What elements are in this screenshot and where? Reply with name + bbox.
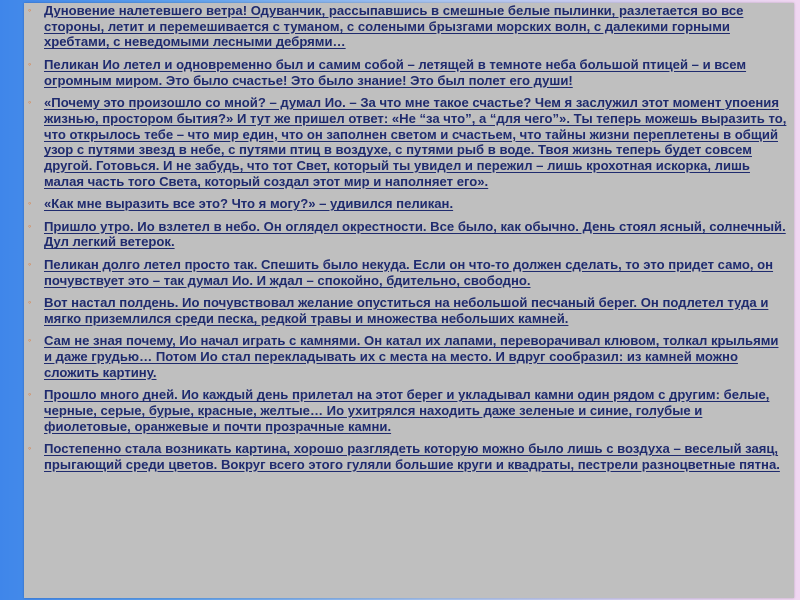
paragraph-3: ◦ «Почему это произошло со мной? – думал Ио. – За что мне такое счастье? Чем я заслужил этот момент упоения жизнью, простором бытия?» И тут же пришел ответ: «Не “за что”, а “для чего”». Ты теперь можешь выразить то, что открылось тебе – что мир един, что он заполнен светом и счастьем, что тайны жизни переплетены в общий узор с путями звезд в небе, с путями птиц в воздухе, с путями рыб в воде. Твоя жизнь теперь будет совсем другой. Готовься. И не забудь, что тот Свет, который ты увидел и пережил – лишь крохотная искорка, лишь малая часть того Света, который создал этот мир и наполняет его». [28, 95, 787, 189]
paragraph-6: ◦ Пеликан долго летел просто так. Спешить было некуда. Если он что-то должен сделать, то это придет само, он почувствует это – так думал Ио. И ждал – спокойно, бдительно, свободно. [28, 256, 774, 288]
bullet-icon: ◦ [28, 335, 32, 346]
paragraph-8: ◦ Сам не зная почему, Ио начал играть с камнями. Он катал их лапами, переворачивал клювом, толкал крыльями и даже грудью… Потом Ио стал перекладывать их с места на место. И вдруг сообразил: из камней можно сложить картину. [28, 333, 779, 380]
paragraph-5: ◦ Пришло утро. Ио взлетел в небо. Он оглядел окрестности. Все было, как обычно. День стоял ясный, солнечный. Дул легкий ветерок. [28, 218, 786, 250]
bullet-icon: ◦ [28, 198, 32, 209]
bullet-icon: ◦ [28, 389, 32, 400]
bullet-icon: ◦ [28, 5, 32, 15]
bullet-icon: ◦ [28, 58, 32, 69]
bullet-icon: ◦ [28, 97, 32, 108]
paragraph-10: ◦ Постепенно стала возникать картина, хорошо разглядеть которую можно было лишь с воздуха – веселый заяц, прыгающий среди цветов. Вокруг всего этого гуляли большие круги и квадраты, пестрели разноцветные пятна. [28, 441, 780, 472]
paragraph-9: ◦ Прошло много дней. Ио каждый день прилетал на этот берег и укладывал камни один рядом с другим: белые, черные, серые, бурые, красные, желтые… Ио ухитрялся находить даже зеленые и синие, голубые и фиолетовые, оранжевые и почти прозрачные камни. [28, 387, 770, 434]
story-text [28, 3, 790, 479]
bullet-icon: ◦ [28, 443, 32, 454]
bullet-icon: ◦ [28, 258, 32, 269]
paragraph-2: ◦ Пеликан Ио летел и одновременно был и самим собой – летящей в темноте неба большой птицей – и всем огромным миром. Это было счастье! Это было знание! Это был полет его души! [28, 56, 747, 88]
bullet-icon: ◦ [28, 220, 32, 231]
paragraph-7: ◦ Вот настал полдень. Ио почувствовал желание опуститься на небольшой песчаный берег. Он подлетел туда и мягко приземлился среди песка, редкой травы и множества небольших камней. [28, 295, 769, 326]
bullet-icon: ◦ [28, 297, 32, 308]
text-panel [24, 3, 794, 598]
paragraph-1: ◦ Дуновение налетевшего ветра! Одуванчик, рассыпавшись в смешные белые пылинки, разлетается во все стороны, летит и перемешивается с туманом, с солеными брызгами морских волн, с далекими горными хребтами, с неведомыми лесными дебрями… [28, 3, 744, 50]
paragraph-4: ◦ «Как мне выразить все это? Что я могу?» – удивился пеликан. [28, 196, 454, 212]
